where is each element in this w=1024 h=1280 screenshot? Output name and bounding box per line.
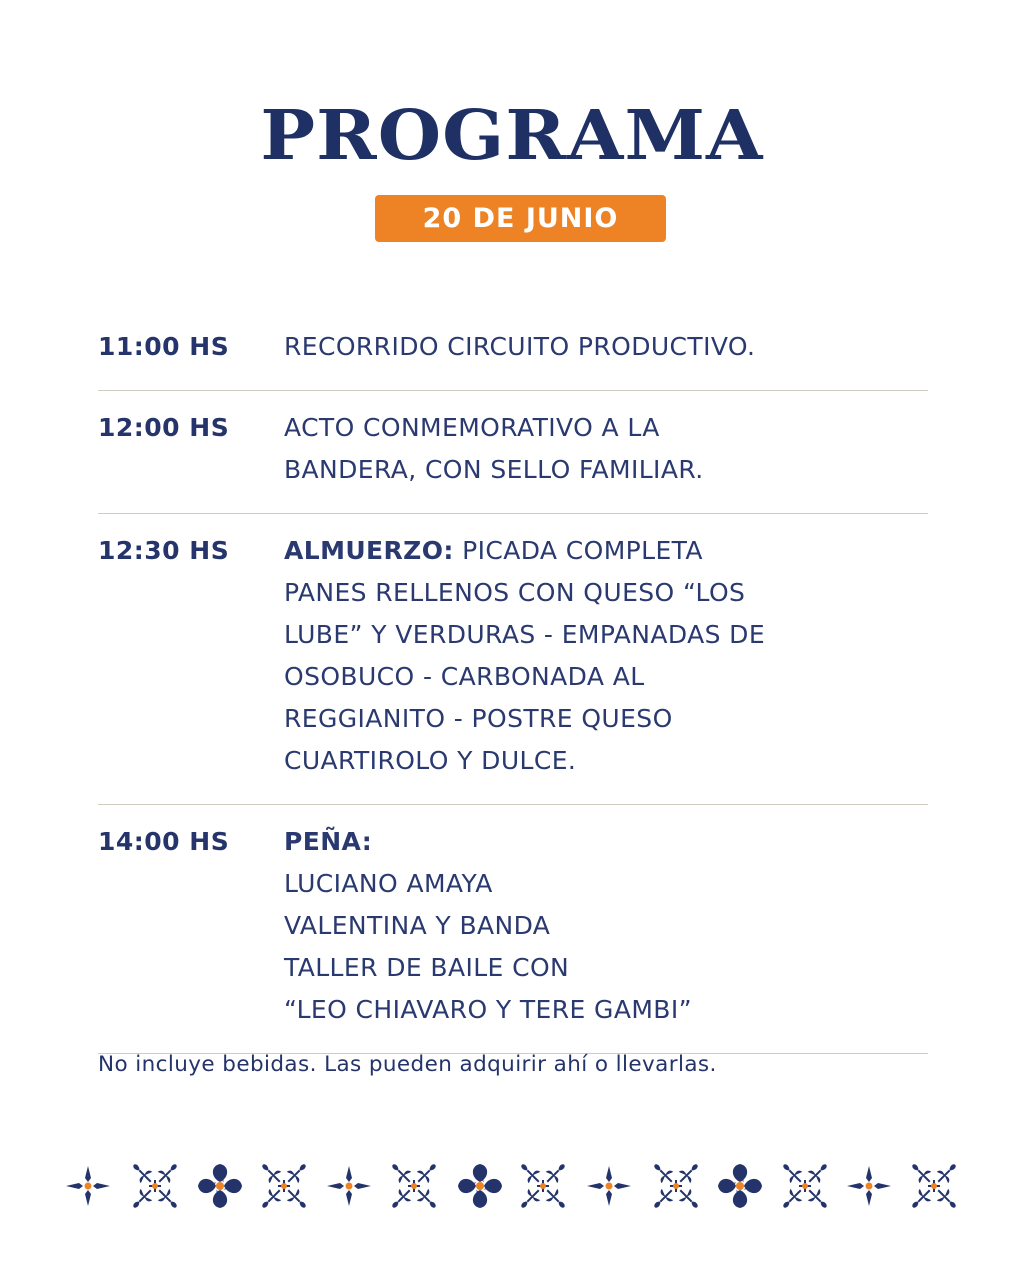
schedule-row (98, 391, 928, 514)
description-text: VALENTINA Y BANDA (284, 911, 551, 940)
description-line (284, 698, 928, 740)
schedule-list (98, 318, 928, 1054)
schedule-time: 12:00 HS (98, 413, 230, 442)
description-text: LUCIANO AMAYA (284, 869, 493, 898)
lattice-icon (520, 1163, 566, 1209)
lattice-icon (653, 1163, 699, 1209)
date-badge: 20 DE JUNIO (375, 195, 666, 242)
description-text: PICADA COMPLETA (453, 536, 703, 565)
description-line (284, 572, 928, 614)
description-line (284, 614, 928, 656)
page-title: PROGRAMA (260, 96, 764, 176)
footnote: No incluye bebidas. Las pueden adquirir ahí o llevarlas. (98, 1052, 717, 1077)
schedule-row (98, 805, 928, 1054)
star-icon (587, 1166, 631, 1206)
description-line (284, 326, 928, 368)
star-icon (66, 1166, 110, 1206)
description-line (284, 905, 928, 947)
description-line (284, 530, 928, 572)
description-text: “LEO CHIAVARO Y TERE GAMBI” (284, 995, 692, 1024)
description-line (284, 989, 928, 1031)
decorative-border (0, 1152, 1024, 1222)
lattice-icon (261, 1163, 307, 1209)
description-bold-label: ALMUERZO: (284, 536, 454, 565)
flower-icon (718, 1164, 762, 1208)
star-icon (327, 1166, 371, 1206)
schedule-description (284, 530, 928, 782)
description-line (284, 407, 928, 449)
description-text: BANDERA, CON SELLO FAMILIAR. (284, 455, 704, 484)
description-line (284, 863, 928, 905)
schedule-time: 11:00 HS (98, 332, 230, 361)
schedule-description (284, 407, 928, 491)
description-text: PANES RELLENOS CON QUESO “LOS (284, 578, 746, 607)
description-text: LUBE” Y VERDURAS - EMPANADAS DE (284, 620, 766, 649)
lattice-icon (911, 1163, 957, 1209)
description-text: REGGIANITO - POSTRE QUESO (284, 704, 673, 733)
lattice-icon (782, 1163, 828, 1209)
star-icon (847, 1166, 891, 1206)
schedule-time: 12:30 HS (98, 536, 230, 565)
description-text: ACTO CONMEMORATIVO A LA (284, 413, 660, 442)
flower-icon (458, 1164, 502, 1208)
schedule-description (284, 326, 928, 368)
description-text: OSOBUCO - CARBONADA AL (284, 662, 645, 691)
description-line (284, 449, 928, 491)
description-bold-label: PEÑA: (284, 827, 373, 856)
description-text: RECORRIDO CIRCUITO PRODUCTIVO. (284, 332, 756, 361)
description-line (284, 656, 928, 698)
lattice-icon (391, 1163, 437, 1209)
description-line (284, 821, 928, 863)
schedule-description (284, 821, 928, 1031)
description-line (284, 947, 928, 989)
schedule-row (98, 514, 928, 805)
description-text: CUARTIROLO Y DULCE. (284, 746, 577, 775)
description-line (284, 740, 928, 782)
schedule-row (98, 318, 928, 391)
schedule-time: 14:00 HS (98, 827, 230, 856)
description-text: TALLER DE BAILE CON (284, 953, 570, 982)
lattice-icon (132, 1163, 178, 1209)
flower-icon (198, 1164, 242, 1208)
